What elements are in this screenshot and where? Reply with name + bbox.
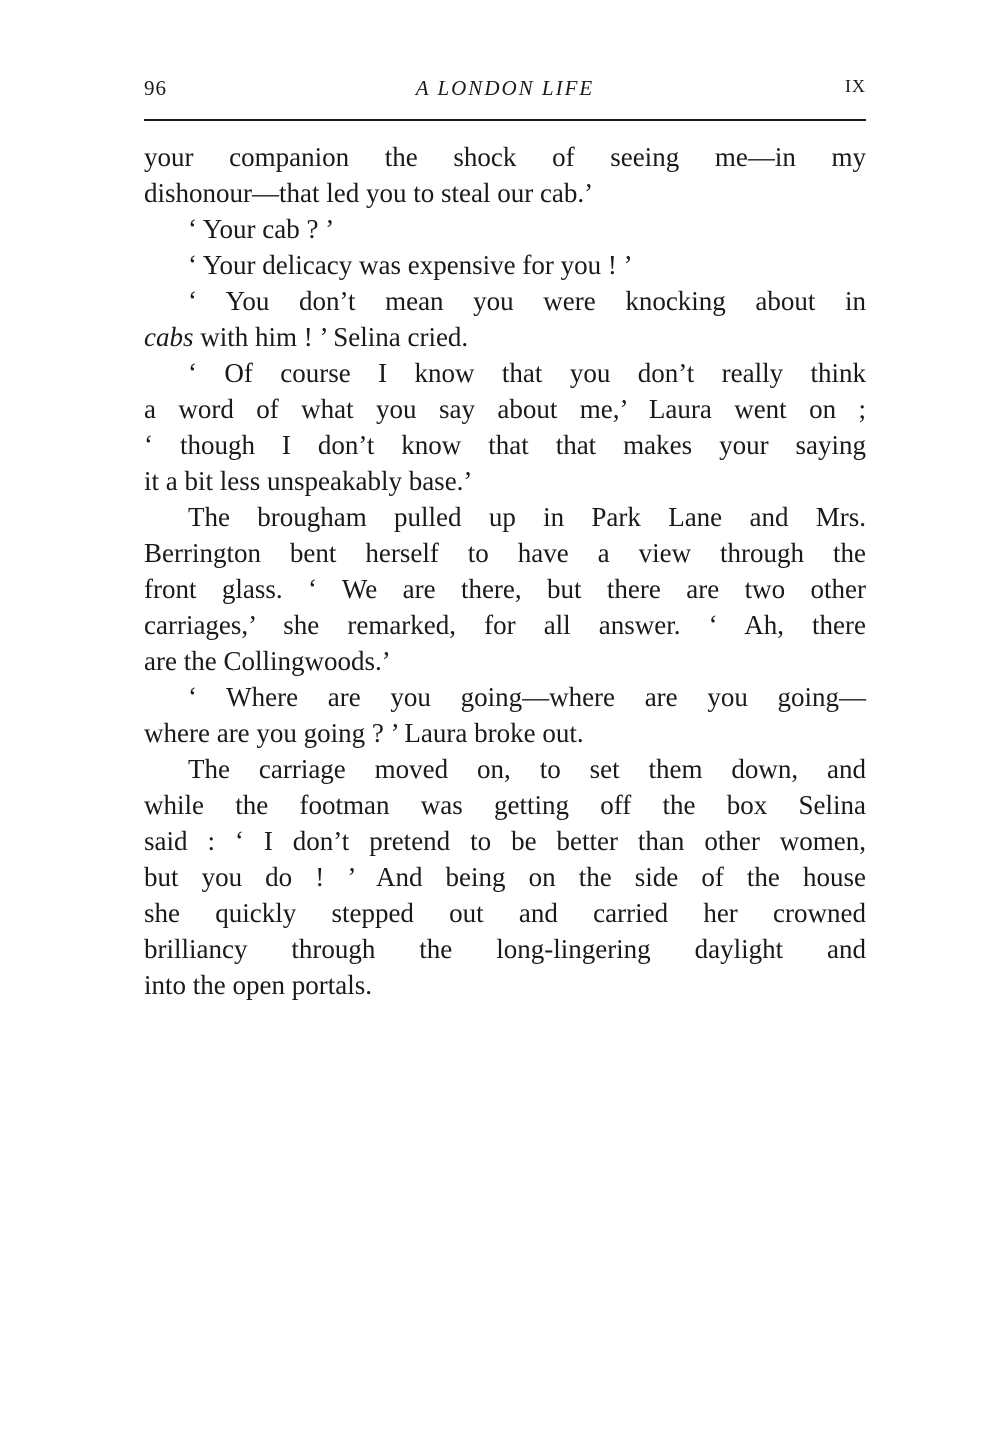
text-line: she quickly stepped out and carried her crowned — [144, 898, 866, 928]
chapter-number: IX — [845, 76, 866, 96]
text-line: said : ‘ I don’t pretend to be better than other women, — [144, 826, 866, 856]
text-line: ‘ though I don’t know that that makes your saying — [144, 430, 866, 460]
text-line: ‘ Your delicacy was expensive for you ! ’ — [188, 250, 633, 280]
text-line: into the open portals. — [144, 970, 372, 1000]
text-line: The brougham pulled up in Park Lane and Mrs. — [188, 502, 866, 532]
running-header — [144, 76, 866, 106]
text-line: while the footman was getting off the box Selina — [144, 790, 866, 820]
text-line: dishonour—that led you to steal our cab.’ — [144, 178, 594, 208]
text-line: The carriage moved on, to set them down, and — [188, 754, 866, 784]
text-line: a word of what you say about me,’ Laura went on ; — [144, 394, 866, 424]
running-title: A LONDON LIFE — [415, 76, 595, 100]
text-line-rest: with him ! ’ Selina cried. — [193, 322, 469, 352]
text-line: front glass. ‘ We are there, but there are two other — [144, 574, 866, 604]
text-line: where are you going ? ’ Laura broke out. — [144, 718, 584, 748]
text-line — [144, 319, 866, 355]
text-line: your companion the shock of seeing me—in my — [144, 142, 866, 172]
page-number: 96 — [144, 76, 167, 100]
text-line: ‘ Your cab ? ’ — [188, 214, 335, 244]
body-text — [144, 139, 866, 1003]
text-line: it a bit less unspeakably base.’ — [144, 466, 473, 496]
text-line: ‘ Of course I know that you don’t really think — [188, 358, 866, 388]
text-line: are the Collingwoods.’ — [144, 646, 391, 676]
text-line: Berrington bent herself to have a view through the — [144, 538, 866, 568]
text-line: but you do ! ’ And being on the side of the house — [144, 862, 866, 892]
text-line: ‘ You don’t mean you were knocking about in — [188, 286, 866, 316]
header-rule — [144, 119, 866, 121]
text-line: ‘ Where are you going—where are you going— — [188, 682, 866, 712]
text-line: brilliancy through the long-lingering daylight and — [144, 934, 866, 964]
italic-word: cabs — [144, 322, 194, 352]
text-line: carriages,’ she remarked, for all answer. ‘ Ah, there — [144, 610, 866, 640]
